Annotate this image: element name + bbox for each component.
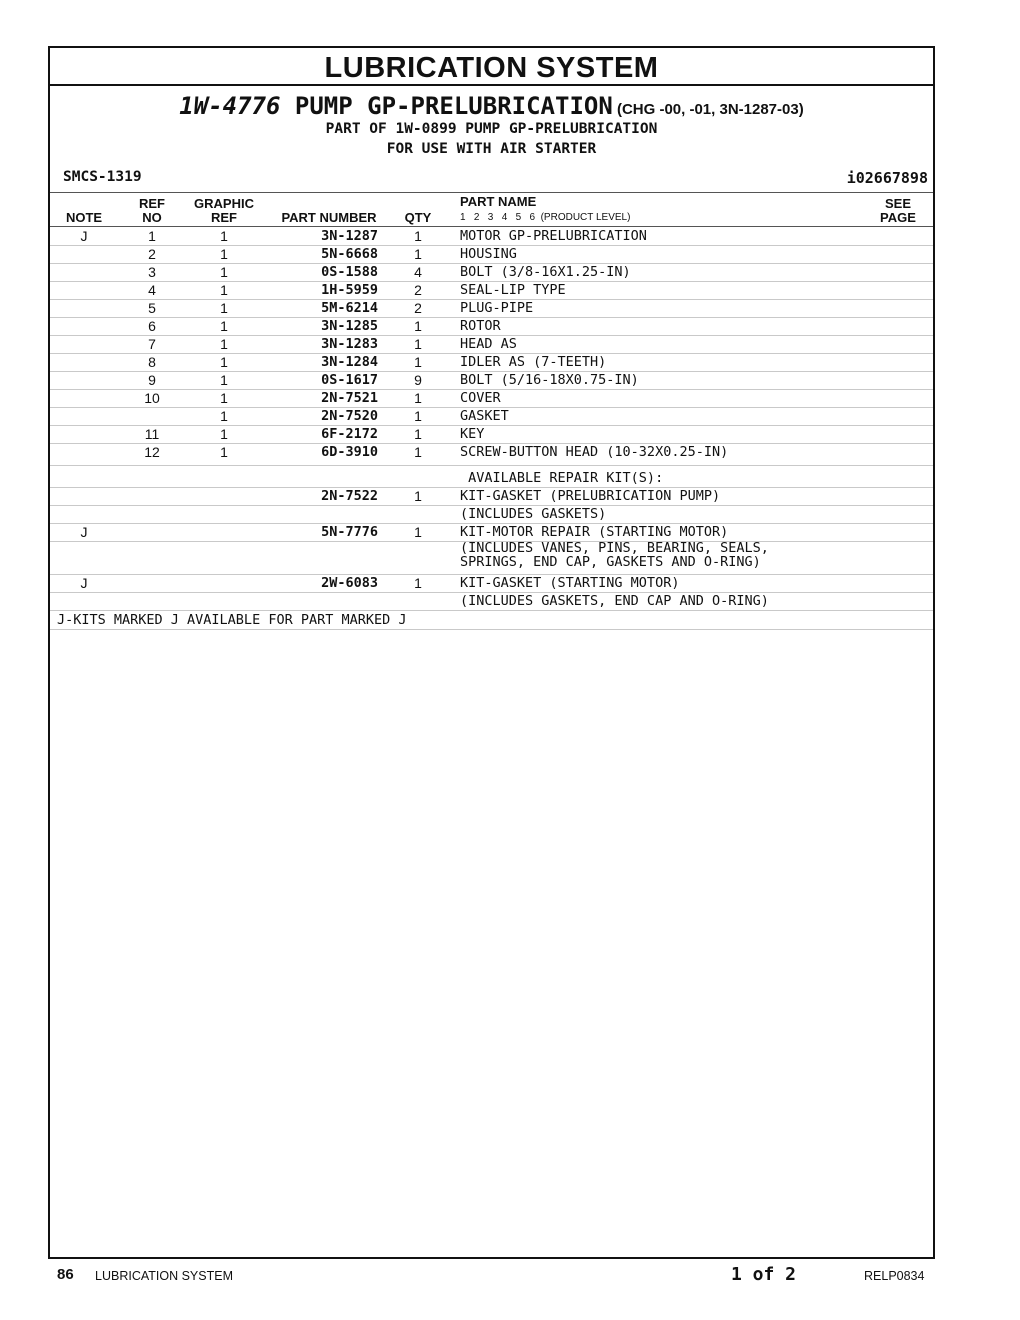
table-row [50, 335, 933, 354]
row-qty: 1 [414, 524, 422, 540]
row-graphic-ref: 1 [220, 336, 228, 352]
row-part-name: HEAD AS [460, 336, 517, 352]
row-part-number: 5N-6668 [321, 246, 378, 262]
table-row [50, 407, 933, 426]
row-qty: 1 [414, 426, 422, 442]
table-row [50, 245, 933, 264]
row-part-number: 5N-7776 [321, 524, 378, 540]
row-ref-no: 2 [148, 246, 156, 262]
row-qty: 1 [414, 228, 422, 244]
row-part-name: (INCLUDES VANES, PINS, BEARING, SEALS, SPRINGS, END CAP, GASKETS AND O-RING) [460, 540, 769, 570]
row-ref-no: 5 [148, 300, 156, 316]
row-part-name: ROTOR [460, 318, 501, 334]
row-qty: 2 [414, 300, 422, 316]
row-graphic-ref: 1 [220, 300, 228, 316]
assembly-part-number: 1W-4776 [179, 92, 281, 120]
col-header-ref-top: REF [139, 196, 165, 211]
row-part-name: AVAILABLE REPAIR KIT(S): [460, 470, 664, 486]
col-header-see-top: SEE [884, 196, 911, 211]
table-row [50, 592, 933, 611]
footer-section: LUBRICATION SYSTEM [95, 1269, 233, 1283]
row-qty: 9 [414, 372, 422, 388]
row-part-number: 5M-6214 [321, 300, 378, 316]
row-graphic-ref: 1 [220, 372, 228, 388]
product-level-scale: 1 2 3 4 5 6 (PRODUCT LEVEL) [460, 212, 631, 223]
table-row [50, 389, 933, 408]
row-qty: 1 [414, 318, 422, 334]
row-qty: 1 [414, 354, 422, 370]
row-part-name: KIT-MOTOR REPAIR (STARTING MOTOR) [460, 524, 729, 540]
row-qty: 1 [414, 444, 422, 460]
footnote-row [50, 611, 933, 630]
row-qty: 1 [414, 390, 422, 406]
table-row [50, 505, 933, 524]
row-graphic-ref: 1 [220, 264, 228, 280]
row-part-name: HOUSING [460, 246, 517, 262]
row-part-name: KEY [460, 426, 485, 442]
row-part-number: 0S-1588 [321, 264, 378, 280]
row-ref-no: 4 [148, 282, 156, 298]
row-part-number: 3N-1287 [321, 228, 378, 244]
row-graphic-ref: 1 [220, 318, 228, 334]
row-graphic-ref: 1 [220, 444, 228, 460]
row-part-name: GASKET [460, 408, 509, 424]
row-part-name: BOLT (3/8-16X1.25-IN) [460, 264, 631, 280]
table-row [50, 574, 933, 593]
page-frame [48, 46, 935, 1259]
row-part-number: 6D-3910 [321, 444, 378, 460]
row-part-number: 2N-7522 [321, 488, 378, 504]
table-row [50, 299, 933, 318]
col-header-note: NOTE [65, 210, 103, 225]
row-graphic-ref: 1 [220, 246, 228, 262]
row-graphic-ref: 1 [220, 426, 228, 442]
row-ref-no: 7 [148, 336, 156, 352]
table-row [50, 263, 933, 282]
row-part-name: KIT-GASKET (PRELUBRICATION PUMP) [460, 488, 721, 504]
row-graphic-ref: 1 [220, 408, 228, 424]
row-part-number: 2N-7521 [321, 390, 378, 406]
row-part-name: PLUG-PIPE [460, 300, 534, 316]
table-row [50, 465, 933, 488]
row-qty: 1 [414, 336, 422, 352]
assembly-heading [50, 92, 933, 120]
table-row [50, 541, 933, 575]
table-row [50, 281, 933, 300]
row-note: J [80, 575, 88, 591]
change-note: (CHG -00, -01, 3N-1287-03) [612, 101, 804, 118]
illustration-id: i02667898 [846, 169, 928, 187]
section-title: LUBRICATION SYSTEM [50, 48, 933, 86]
row-note: J [80, 524, 88, 540]
footer-page-number: 86 [57, 1266, 74, 1283]
table-row [50, 353, 933, 372]
row-qty: 1 [414, 575, 422, 591]
row-ref-no: 6 [148, 318, 156, 334]
row-qty: 1 [414, 408, 422, 424]
col-header-part-number: PART NUMBER [281, 210, 377, 225]
row-qty: 1 [414, 488, 422, 504]
row-graphic-ref: 1 [220, 390, 228, 406]
row-qty: 1 [414, 246, 422, 262]
col-header-graphic-top: GRAPHIC [194, 196, 254, 211]
table-row [50, 443, 933, 466]
row-ref-no: 8 [148, 354, 156, 370]
part-of-line: PART OF 1W-0899 PUMP GP-PRELUBRICATION [325, 121, 658, 137]
table-row [50, 487, 933, 506]
row-part-name: KIT-GASKET (STARTING MOTOR) [460, 575, 680, 591]
footnote-text: J-KITS MARKED J AVAILABLE FOR PART MARKED J [57, 612, 407, 628]
row-ref-no: 10 [144, 390, 160, 406]
col-header-graphic-bottom: REF [211, 210, 237, 225]
row-part-name: BOLT (5/16-18X0.75-IN) [460, 372, 639, 388]
table-row [50, 317, 933, 336]
table-row [50, 371, 933, 390]
row-part-number: 2W-6083 [321, 575, 378, 591]
row-ref-no: 3 [148, 264, 156, 280]
col-header-part-name: PART NAME [460, 194, 537, 209]
header-top-rule [50, 192, 933, 193]
col-header-ref-bottom: NO [142, 210, 162, 225]
row-part-name: SCREW-BUTTON HEAD (10-32X0.25-IN) [460, 444, 729, 460]
usage-line: FOR USE WITH AIR STARTER [386, 141, 597, 157]
footer-page-of: 1 of 2 [731, 1264, 797, 1285]
row-part-number: 1H-5959 [321, 282, 378, 298]
row-part-number: 6F-2172 [321, 426, 378, 442]
row-part-name: MOTOR GP-PRELUBRICATION [460, 228, 647, 244]
row-qty: 4 [414, 264, 422, 280]
row-ref-no: 1 [148, 228, 156, 244]
table-row [50, 425, 933, 444]
assembly-part-name: PUMP GP-PRELUBRICATION [280, 92, 613, 120]
row-part-number: 0S-1617 [321, 372, 378, 388]
row-part-number: 3N-1285 [321, 318, 378, 334]
row-ref-no: 11 [144, 426, 160, 442]
row-part-name: IDLER AS (7-TEETH) [460, 354, 607, 370]
footer-doc-code: RELP0834 [864, 1269, 925, 1283]
row-graphic-ref: 1 [220, 354, 228, 370]
row-part-name: COVER [460, 390, 501, 406]
row-note: J [80, 228, 88, 244]
row-ref-no: 12 [144, 444, 160, 460]
row-part-number: 2N-7520 [321, 408, 378, 424]
row-part-name: (INCLUDES GASKETS, END CAP AND O-RING) [460, 593, 769, 609]
col-header-see-bottom: PAGE [880, 210, 916, 225]
row-part-name: SEAL-LIP TYPE [460, 282, 566, 298]
smcs-code: SMCS-1319 [63, 169, 142, 185]
row-qty: 2 [414, 282, 422, 298]
table-row [50, 227, 933, 246]
row-part-name: (INCLUDES GASKETS) [460, 506, 607, 522]
row-graphic-ref: 1 [220, 228, 228, 244]
row-ref-no: 9 [148, 372, 156, 388]
row-part-number: 3N-1284 [321, 354, 378, 370]
row-part-number: 3N-1283 [321, 336, 378, 352]
col-header-qty: QTY [404, 210, 432, 225]
row-graphic-ref: 1 [220, 282, 228, 298]
